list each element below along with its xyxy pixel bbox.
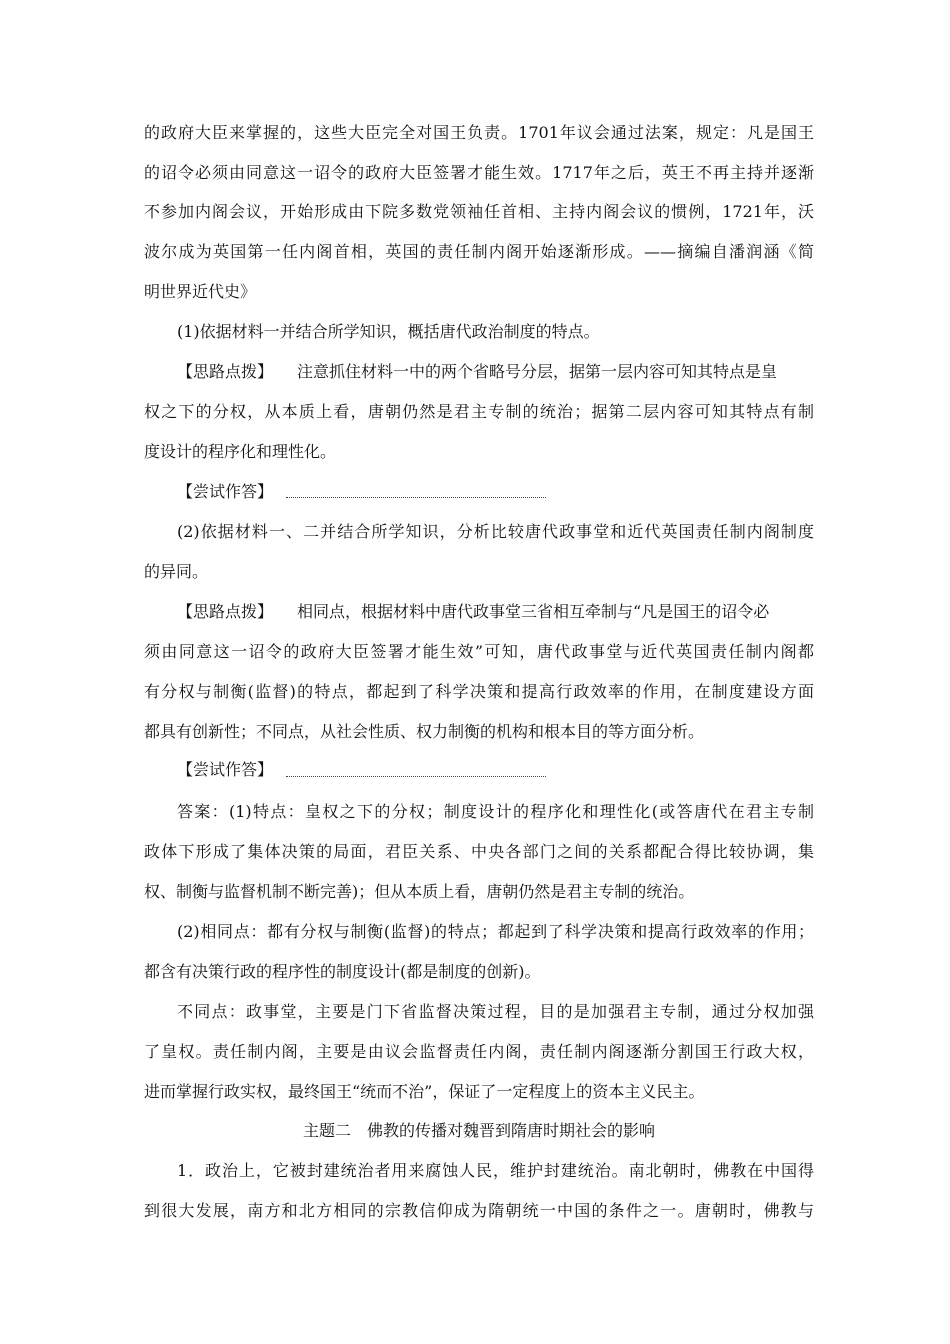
difference-line: 不同点：政事堂，主要是门下省监督决策过程，目的是加强君主专制，通过分权加强 (177, 1002, 814, 1021)
hint-1-line: 权之下的分权，从本质上看，唐朝仍然是君主专制的统治；据第二层内容可知其特点有制 (144, 402, 814, 421)
answer-1-line: 政体下形成了集体决策的局面，君臣关系、中央各部门之间的关系都配合得比较协调，集 (144, 842, 814, 861)
hint-text: 相同点，根据材料中唐代政事堂三省相互牵制与“凡是国王的诏令必 (297, 602, 770, 621)
answer-2-line: 都含有决策行政的程序性的制度设计(都是制度的创新)。 (144, 962, 541, 981)
answer-blank[interactable] (286, 497, 546, 498)
material-two-text-line: 的诏令必须由同意这一诏令的政府大臣签署才能生效。1717年之后，英王不再主持并逐渐 (144, 163, 814, 182)
answer-1-line: 权、制衡与监督机制不断完善)；但从本质上看，唐朝仍然是君主专制的统治。 (144, 882, 695, 901)
material-two-text-line: 的政府大臣来掌握的，这些大臣完全对国王负责。1701年议会通过法案，规定：凡是国王 (144, 123, 814, 142)
hint-1-line: 度设计的程序化和理性化。 (144, 442, 337, 461)
try-answer-label: 【尝试作答】 (177, 482, 274, 501)
hint-1-line (177, 362, 807, 382)
material-two-text-line: 波尔成为英国第一任内阁首相，英国的责任制内阁开始逐渐形成。——摘编自潘润涵《简 (144, 242, 814, 261)
material-two-text-line: 不参加内阁会议，开始形成由下院多数党领袖任首相、主持内阁会议的惯例，1721年，沃 (144, 202, 814, 221)
question-1: (1)依据材料一并结合所学知识，概括唐代政治制度的特点。 (177, 322, 600, 341)
hint-2-line: 都具有创新性；不同点，从社会性质、权力制衡的机构和根本目的等方面分析。 (144, 722, 705, 741)
material-two-source: 明世界近代史》 (144, 282, 257, 301)
question-2-line: (2)依据材料一、二并结合所学知识，分析比较唐代政事堂和近代英国责任制内阁制度 (177, 522, 814, 541)
difference-line: 进而掌握行政实权，最终国王“统而不治”，保证了一定程度上的资本主义民主。 (144, 1082, 705, 1101)
topic-heading: 主题二 佛教的传播对魏晋到隋唐时期社会的影响 (302, 1121, 655, 1140)
hint-2-line (177, 602, 817, 622)
hint-label: 【思路点拨】 (177, 602, 274, 621)
try-answer-label: 【尝试作答】 (177, 760, 274, 779)
paragraph-line: 1．政治上，它被封建统治者用来腐蚀人民，维护封建统治。南北朝时，佛教在中国得 (177, 1161, 814, 1180)
hint-2-line: 有分权与制衡(监督)的特点，都起到了科学决策和提高行政效率的作用，在制度建设方面 (144, 682, 814, 701)
answer-2-line: (2)相同点：都有分权与制衡(监督)的特点；都起到了科学决策和提高行政效率的作用； (177, 922, 814, 941)
hint-2-line: 须由同意这一诏令的政府大臣签署才能生效”可知，唐代政事堂与近代英国责任制内阁都 (144, 642, 814, 661)
answer-blank[interactable] (286, 776, 546, 777)
difference-line: 了皇权。责任制内阁，主要是由议会监督责任内阁，责任制内阁逐渐分割国王行政大权， (144, 1042, 814, 1061)
hint-text: 注意抓住材料一中的两个省略号分层，据第一层内容可知其特点是皇 (297, 362, 778, 381)
hint-label: 【思路点拨】 (177, 362, 274, 381)
paragraph-line: 到很大发展，南方和北方相同的宗教信仰成为隋朝统一中国的条件之一。唐朝时，佛教与 (144, 1201, 814, 1220)
question-2-line: 的异同。 (144, 562, 209, 581)
answer-1-line: 答案：(1)特点：皇权之下的分权；制度设计的程序化和理性化(或答唐代在君主专制 (177, 802, 814, 821)
